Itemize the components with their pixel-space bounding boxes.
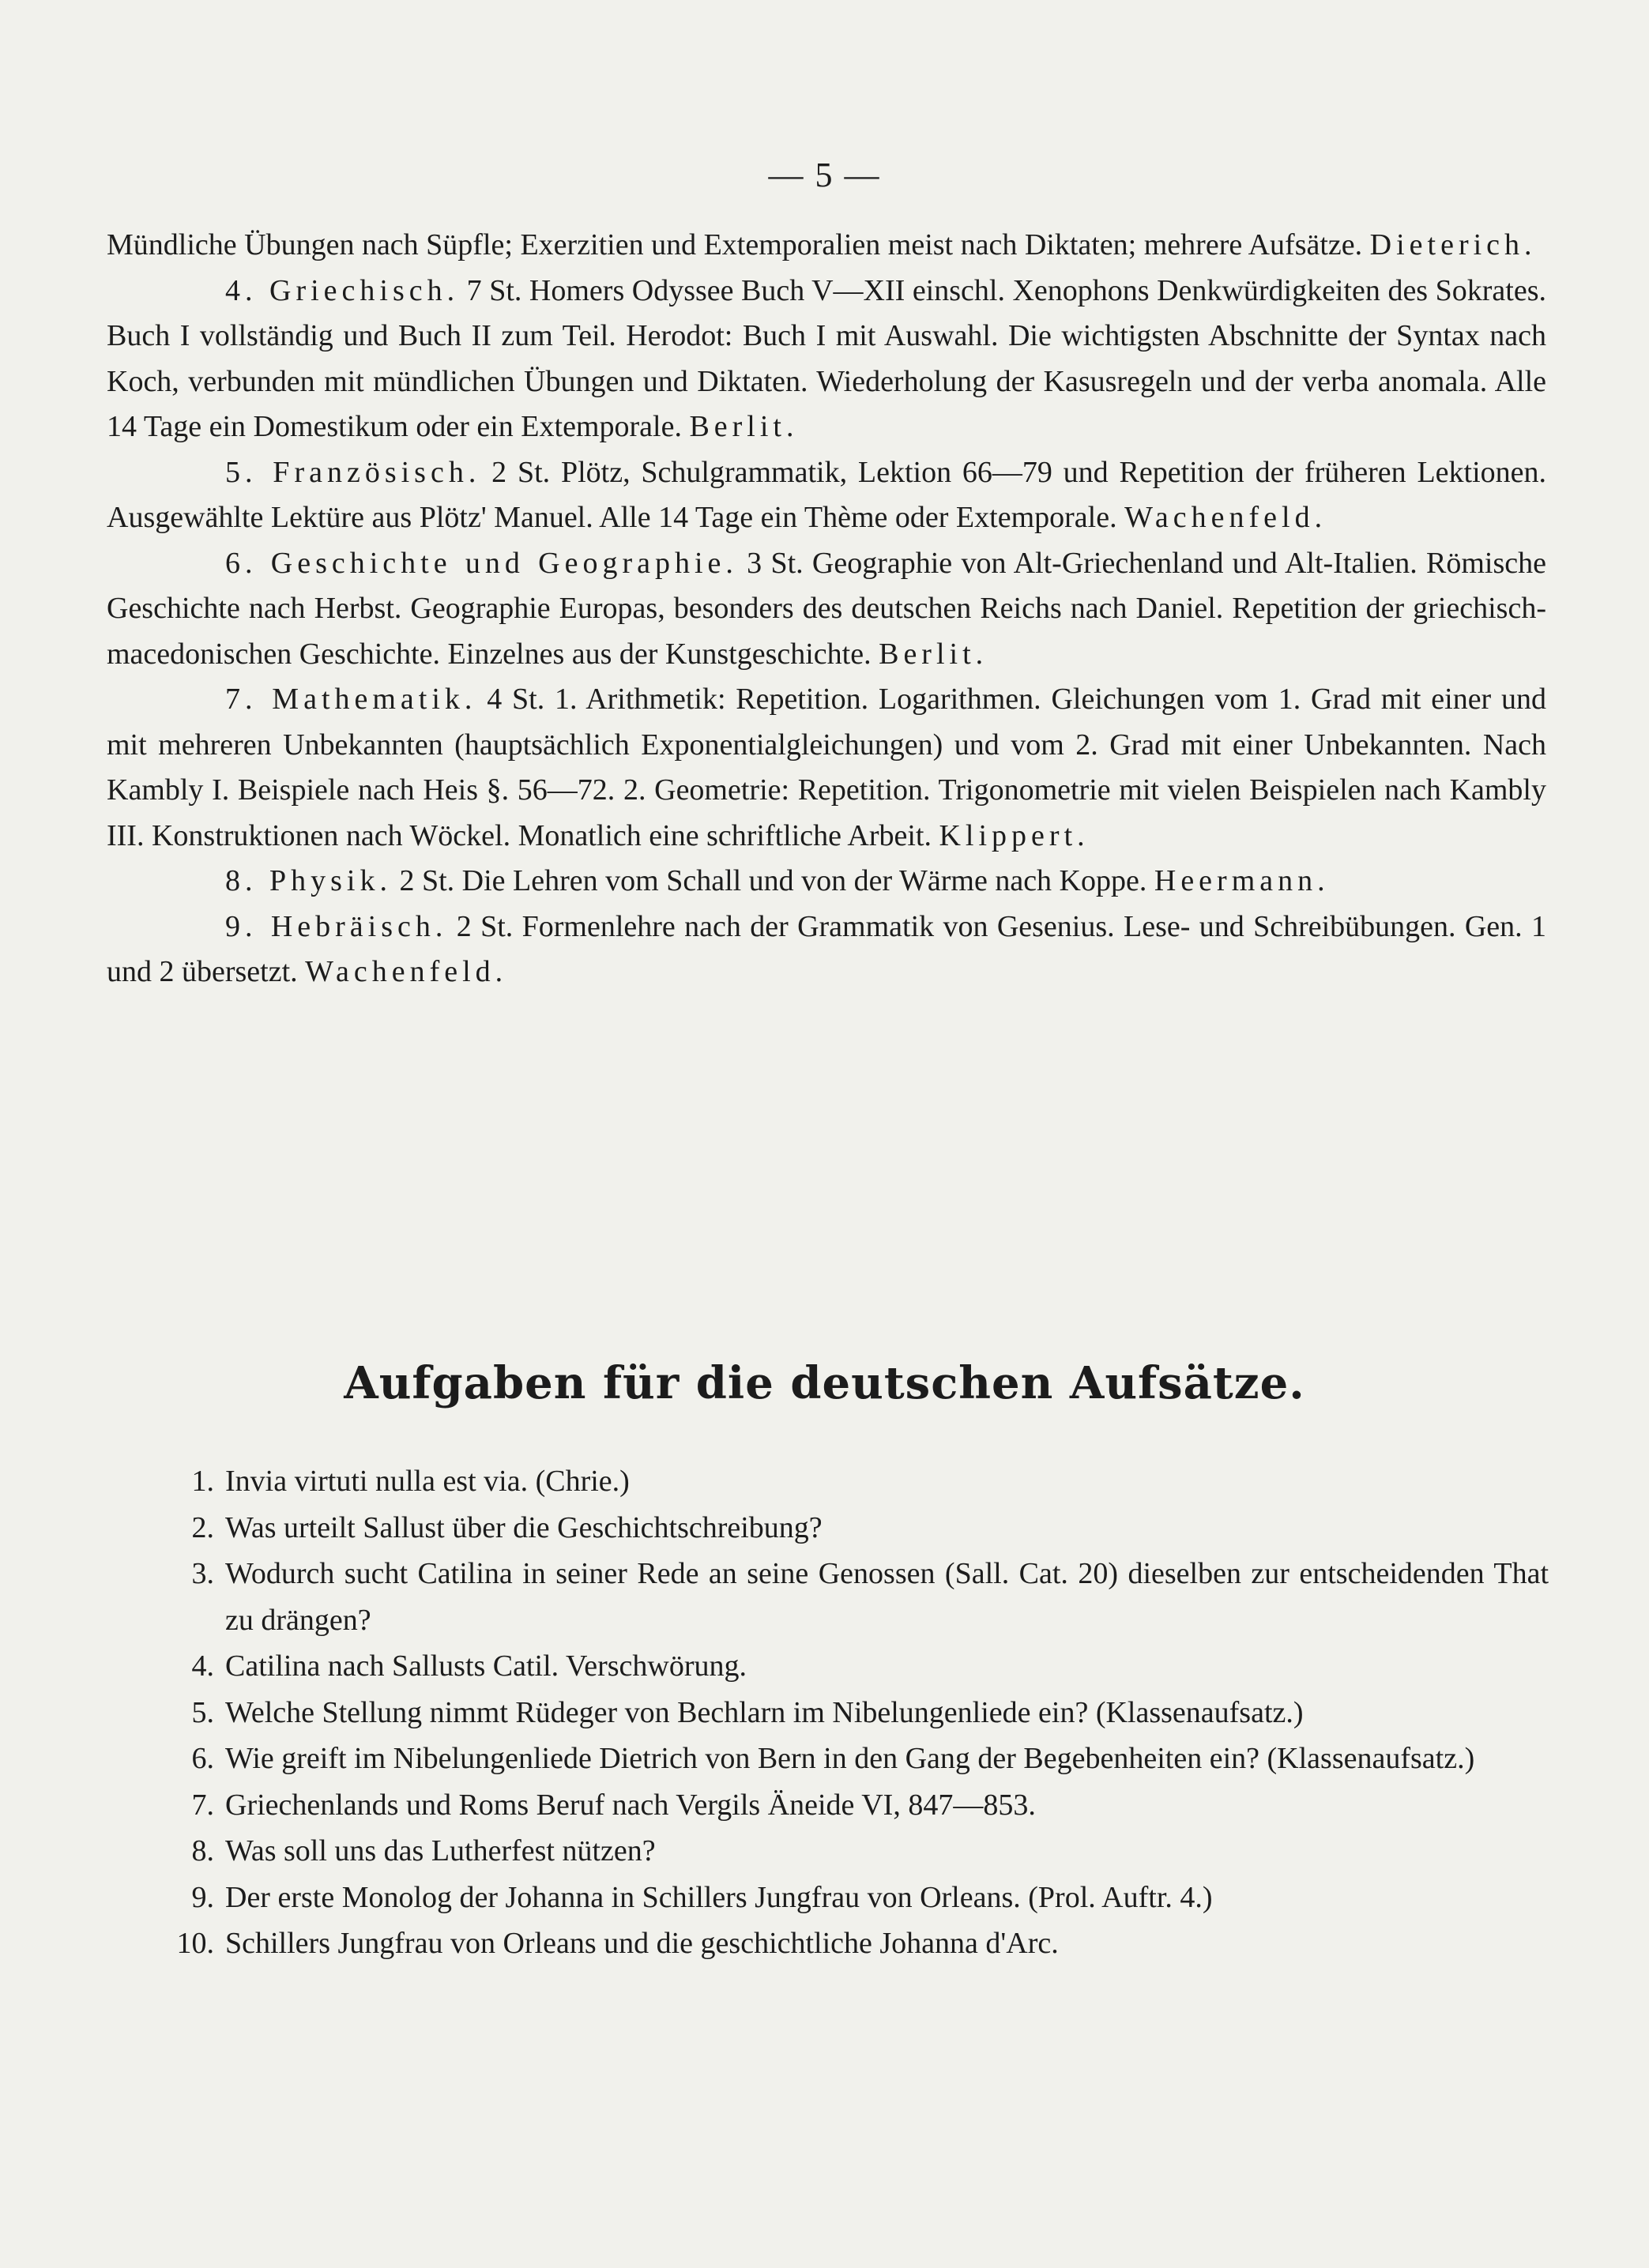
item-text: Wodurch sucht Catilina in seiner Rede an seine Genossen (Sall. Cat. 20) dieselben zur entscheidenden That zu drängen? — [225, 1557, 1549, 1637]
paragraph-text: 2 St. Formenlehre nach der Grammatik von Gesenius. Lese- und Schreibübungen. Gen. 1 und 2 übersetzt. — [107, 909, 1547, 988]
item-text: Griechenlands und Roms Beruf nach Vergils Äneide VI, 847—853. — [225, 1788, 1036, 1822]
list-item — [154, 1551, 1549, 1643]
subject-label: 5. Französisch. — [225, 455, 481, 489]
paragraph-text: 7 St. Homers Odyssee Buch V—XII einschl. Xenophons Denkwürdigkeiten des Sokrates. Buch I vollständig und Buch II zum Teil. Herodot: Buch I mit Auswahl. Die wichtigsten Abschnitte der Syntax nach Koch, verbunden mit mündlichen Übungen und Diktaten. Wiederholung der Kasusregeln und der verba anomala. Alle 14 Tage ein Domestikum oder ein Extemporale. — [107, 273, 1546, 443]
essay-topics-list — [154, 1458, 1549, 1967]
item-number: 8. — [191, 1834, 214, 1867]
paragraph-physik — [107, 859, 1546, 905]
list-item — [154, 1690, 1549, 1736]
list-item — [154, 1875, 1549, 1921]
subject-label: 7. Mathematik. — [225, 683, 477, 716]
list-item — [154, 1736, 1549, 1782]
teacher-name: Wachenfeld. — [305, 955, 508, 988]
subject-label: 8. Physik. — [225, 864, 392, 897]
paragraph-exercises — [107, 223, 1546, 269]
teacher-name: Wachenfeld. — [1124, 501, 1327, 534]
item-text: Was soll uns das Lutherfest nützen? — [225, 1834, 656, 1867]
list-item — [154, 1782, 1549, 1829]
subject-label: 9. Hebräisch. — [225, 909, 448, 943]
item-text: Wie greift im Nibelungenliede Dietrich von Bern in den Gang der Begebenheiten ein? (Klassenaufsatz.) — [225, 1742, 1475, 1775]
paragraph-text: 3 St. Geographie von Alt-Griechenland und Alt-Italien. Römische Geschichte nach Herbst. Geographie Europas, besonders des deutschen Reichs nach Daniel. Repetition der griechisch-macedonischen Geschichte. Einzelnes aus der Kunstgeschichte. — [107, 546, 1546, 671]
item-text: Invia virtuti nulla est via. (Chrie.) — [225, 1465, 630, 1498]
list-item — [154, 1458, 1549, 1505]
list-item — [154, 1643, 1549, 1690]
paragraph-geschichte — [107, 541, 1546, 678]
item-number: 10. — [176, 1927, 214, 1960]
page-number: — 5 — — [768, 156, 881, 194]
item-number: 9. — [191, 1880, 214, 1914]
item-text: Was urteilt Sallust über die Geschichtschreibung? — [225, 1510, 823, 1544]
item-number: 7. — [191, 1788, 214, 1822]
item-number: 1. — [191, 1465, 214, 1498]
item-text: Schillers Jungfrau von Orleans und die geschichtliche Johanna d'Arc. — [225, 1927, 1059, 1960]
paragraph-franzoesisch — [107, 450, 1546, 541]
item-number: 2. — [191, 1510, 214, 1544]
list-item — [154, 1505, 1549, 1551]
list-item — [154, 1920, 1549, 1967]
item-number: 6. — [191, 1742, 214, 1775]
item-number: 4. — [191, 1649, 214, 1683]
teacher-name: Heermann. — [1154, 864, 1330, 897]
subject-label: 4. Griechisch. — [225, 273, 460, 307]
item-text: Catilina nach Sallusts Catil. Verschwörung. — [225, 1649, 747, 1683]
paragraph-text: 4 St. 1. Arithmetik: Repetition. Logarithmen. Gleichungen vom 1. Grad mit einer und mit mehreren Unbekannten (hauptsächlich Exponentialgleichungen) und vom 2. Grad mit einer Unbekannten. Nach Kambly I. Beispiele nach Heis §. 56—72. 2. Geometrie: Repetition. Trigonometrie mit vielen Beispielen nach Kambly III. Konstruktionen nach Wöckel. Monatlich eine schriftliche Arbeit. — [107, 683, 1547, 852]
section-heading: Aufgaben für die deutschen Aufsätze. — [344, 1357, 1305, 1409]
paragraph-griechisch — [107, 269, 1546, 450]
paragraph-hebraeisch — [107, 905, 1546, 995]
item-number: 3. — [191, 1557, 214, 1590]
list-item — [154, 1828, 1549, 1875]
item-text: Welche Stellung nimmt Rüdeger von Bechlarn im Nibelungenliede ein? (Klassenaufsatz.) — [225, 1695, 1304, 1729]
item-text: Der erste Monolog der Johanna in Schillers Jungfrau von Orleans. (Prol. Auftr. 4.) — [225, 1880, 1213, 1914]
subject-label: 6. Geschichte und Geographie. — [225, 546, 738, 580]
paragraph-text: 2 St. Die Lehren vom Schall und von der Wärme nach Koppe. — [399, 864, 1147, 897]
body-text — [107, 223, 1546, 995]
teacher-name: Berlit. — [689, 410, 799, 443]
item-number: 5. — [191, 1695, 214, 1729]
paragraph-text: 2 St. Plötz, Schulgrammatik, Lektion 66—79 und Repetition der früheren Lektionen. Ausgewählte Lektüre aus Plötz' Manuel. Alle 14 Tage ein Thème oder Extemporale. — [107, 455, 1547, 534]
teacher-name: Dieterich. — [1369, 228, 1537, 261]
teacher-name: Klippert. — [939, 818, 1090, 852]
paragraph-mathematik — [107, 677, 1546, 859]
paragraph-text: Mündliche Übungen nach Süpfle; Exerzitien und Extemporalien meist nach Diktaten; mehrere Aufsätze. — [107, 228, 1363, 261]
teacher-name: Berlit. — [879, 637, 988, 671]
